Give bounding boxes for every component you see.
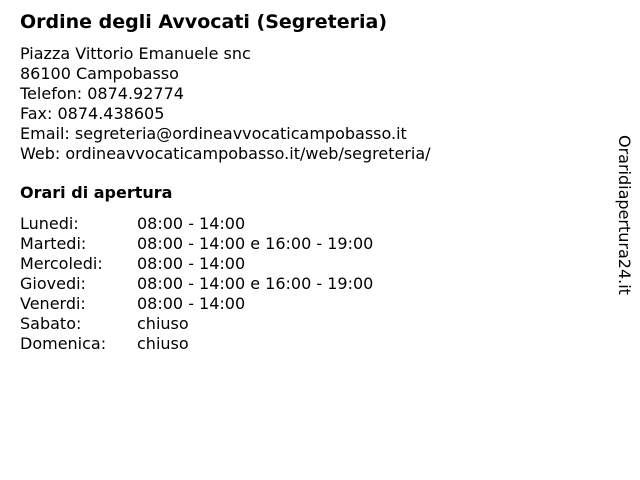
day-label: Mercoledi: bbox=[20, 254, 103, 273]
city-address: 86100 Campobasso bbox=[20, 64, 179, 83]
day-label: Lunedi: bbox=[20, 214, 79, 233]
brand-text: Oraridiapertura24.it bbox=[615, 135, 634, 295]
brand-watermark bbox=[610, 135, 640, 315]
time-value: 08:00 - 14:00 bbox=[137, 254, 246, 273]
fax-number: Fax: 0874.438605 bbox=[20, 104, 165, 123]
time-value: chiuso bbox=[137, 334, 189, 353]
time-value: 08:00 - 14:00 e 16:00 - 19:00 bbox=[137, 274, 374, 293]
time-value: 08:00 - 14:00 e 16:00 - 19:00 bbox=[137, 234, 374, 253]
page-title: Ordine degli Avvocati (Segreteria) bbox=[20, 11, 388, 33]
opening-hours-title: Orari di apertura bbox=[20, 183, 173, 202]
day-label: Venerdi: bbox=[20, 294, 86, 313]
time-value: 08:00 - 14:00 bbox=[137, 214, 246, 233]
day-label: Giovedi: bbox=[20, 274, 86, 293]
street-address: Piazza Vittorio Emanuele snc bbox=[20, 44, 251, 63]
address-block bbox=[20, 44, 431, 164]
time-value: 08:00 - 14:00 bbox=[137, 294, 246, 313]
phone-number: Telefon: 0874.92774 bbox=[20, 84, 184, 103]
day-label: Sabato: bbox=[20, 314, 82, 333]
day-label: Domenica: bbox=[20, 334, 107, 353]
email-address: Email: segreteria@ordineavvocaticampobasso.it bbox=[20, 124, 407, 143]
day-label: Martedi: bbox=[20, 234, 87, 253]
website-address: Web: ordineavvocaticampobasso.it/web/segreteria/ bbox=[20, 144, 431, 163]
time-value: chiuso bbox=[137, 314, 189, 333]
